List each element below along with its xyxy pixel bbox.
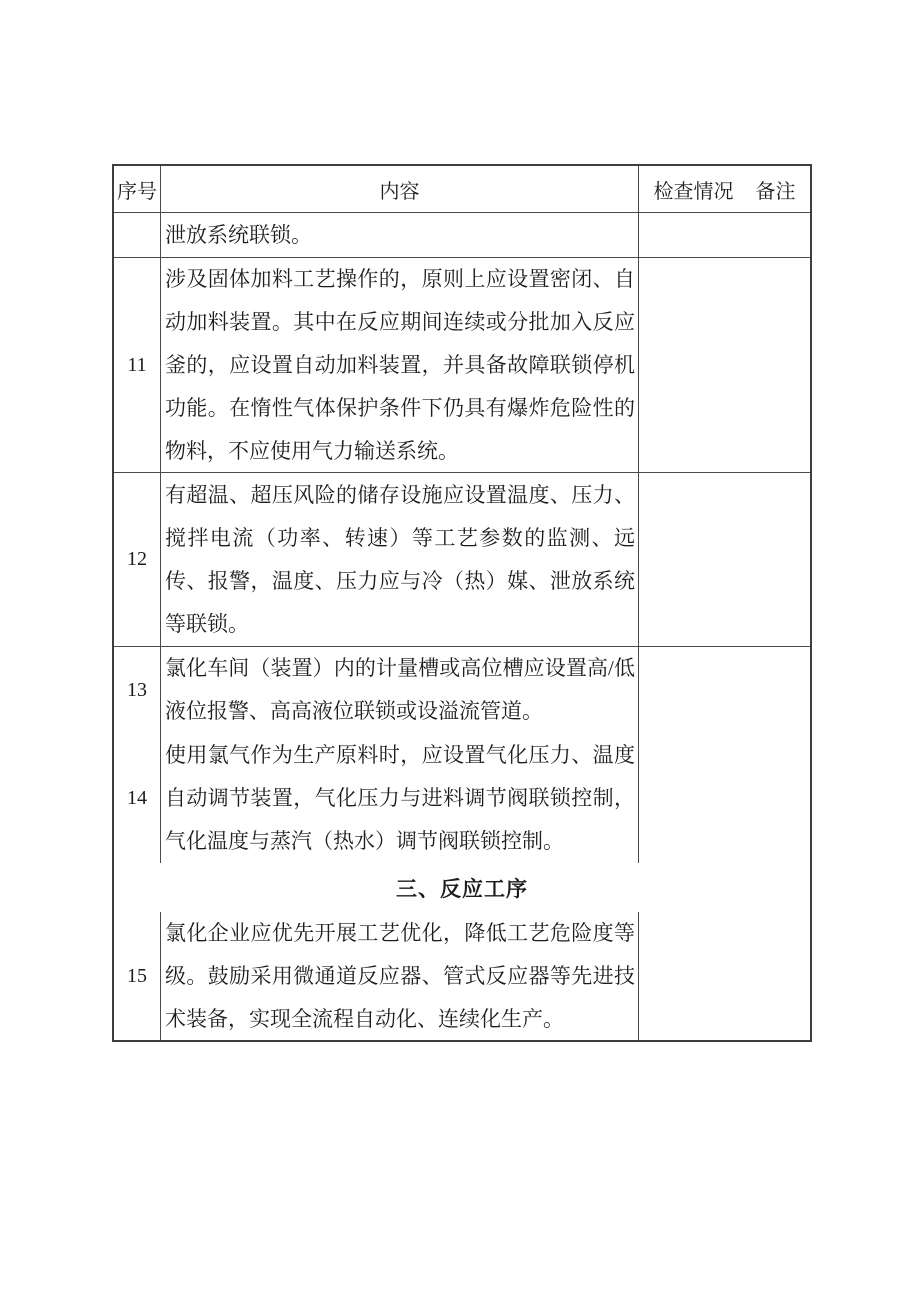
row-serial: 11: [114, 258, 161, 472]
inspection-table: [112, 164, 812, 1042]
table-row-14: [114, 733, 810, 863]
row-content-cell: [161, 647, 639, 733]
row-content-text: 氯化车间（装置）内的计量槽或高位槽应设置高/低液位报警、高高液位联锁或设溢流管道。: [165, 656, 635, 723]
row-content-cell: [161, 213, 639, 257]
row-content-text: 涉及固体加料工艺操作的，原则上应设置密闭、自动加料装置。其中在反应期间连续或分批加入反应釜的，应设置自动加料装置，并具备故障联锁停机功能。在惰性气体保护条件下仍具有爆炸危险性的物料，不应使用气力输送系统。: [165, 266, 635, 463]
table-row-11: [114, 258, 810, 473]
row-serial: 13: [114, 647, 161, 733]
row-content-text: 泄放系统联锁。: [165, 222, 312, 247]
row-check-cell: [639, 258, 810, 472]
table-row-15: [114, 912, 810, 1040]
row-check-cell: [639, 647, 810, 733]
section-header-row: [114, 863, 810, 912]
row-content-cell: [161, 258, 639, 472]
row-serial: [114, 213, 161, 257]
row-content-cell: [161, 733, 639, 863]
col-header-check-remark: [639, 166, 810, 212]
row-content-cell: [161, 473, 639, 646]
row-content-text: 使用氯气作为生产原料时，应设置气化压力、温度自动调节装置，气化压力与进料调节阀联锁控制，气化温度与蒸汽（热水）调节阀联锁控制。: [165, 742, 635, 853]
col-header-check: 检查情况: [653, 180, 734, 203]
row-check-cell: [639, 733, 810, 863]
row-content-text: 有超温、超压风险的储存设施应设置温度、压力、搅拌电流（功率、转速）等工艺参数的监测、远传、报警，温度、压力应与冷（热）媒、泄放系统等联锁。: [165, 482, 635, 636]
row-check-cell: [639, 213, 810, 257]
row-serial: 15: [114, 912, 161, 1040]
col-header-remark: 备注: [755, 180, 796, 203]
col-header-serial: 序号: [114, 166, 161, 212]
row-serial: 14: [114, 733, 161, 863]
table-row-13: [114, 647, 810, 733]
row-check-cell: [639, 473, 810, 646]
col-header-content: 内容: [161, 166, 639, 212]
row-content-text: 氯化企业应优先开展工艺优化，降低工艺危险度等级。鼓励采用微通道反应器、管式反应器等先进技术装备，实现全流程自动化、连续化生产。: [165, 920, 635, 1031]
table-row-continuation: [114, 213, 810, 258]
section-header-title: 三、反应工序: [396, 876, 528, 901]
row-serial: 12: [114, 473, 161, 646]
row-check-cell: [639, 912, 810, 1040]
table-header-row: [114, 166, 810, 213]
row-content-cell: [161, 912, 639, 1040]
table-row-12: [114, 473, 810, 647]
